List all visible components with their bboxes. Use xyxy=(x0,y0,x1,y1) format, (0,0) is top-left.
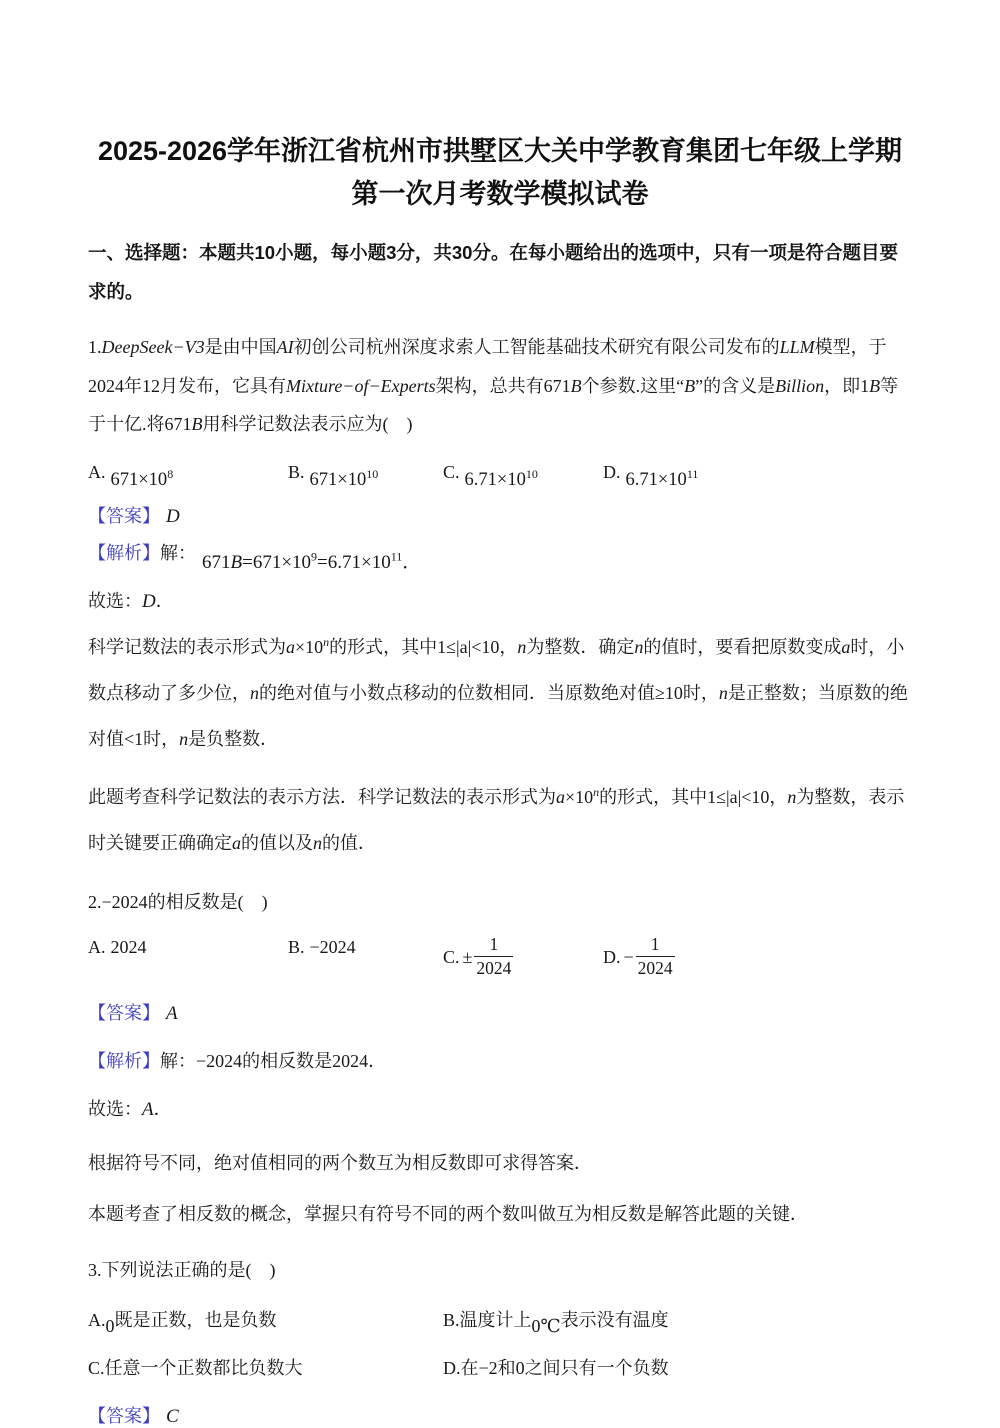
option-value: $6.71\times 10^{10}$ xyxy=(464,467,538,491)
question-3-stem: 3.下列说法正确的是( ) xyxy=(88,1260,276,1281)
question-1-option-c xyxy=(443,460,603,491)
question-3-option-a xyxy=(88,1306,443,1337)
option-letter: B. xyxy=(443,1310,460,1331)
question-2-options-row xyxy=(88,934,912,980)
page-title-line-1: 2025-2026学年浙江省杭州市拱墅区大关中学教育集团七年级上学期 xyxy=(97,136,903,166)
option-text-pre: 温度计上 xyxy=(459,1310,532,1331)
option-value: $671\times 10^8$ xyxy=(110,467,174,491)
option-text-post: 表示没有温度 xyxy=(560,1310,669,1331)
analysis-label: 【解析】 xyxy=(88,1050,160,1071)
question-3-answer-line xyxy=(88,1402,912,1428)
question-2-option-a xyxy=(88,937,288,958)
question-1-analysis-line xyxy=(88,538,912,574)
question-3-options-row-1 xyxy=(88,1306,912,1337)
question-2-answer-line xyxy=(88,999,912,1025)
fraction xyxy=(474,934,513,977)
option-letter: A. xyxy=(88,462,106,483)
option-letter: D. xyxy=(603,947,621,968)
option-value: $671\times 10^{10}$ xyxy=(309,467,379,491)
option-letter: B. xyxy=(288,937,305,958)
option-letter: A. xyxy=(88,937,106,958)
question-1-note-2: 此题考查科学记数法的表示方法．科学记数法的表示形式为$a\times 10^n$的形式，其中1≤|a|<10，n为整数，表示时关键要正确确定a的值以及n的值． xyxy=(88,784,905,853)
solution-prefix: 解： xyxy=(160,543,196,564)
option-text-pre: 任意一个正数都比负数大 xyxy=(104,1358,303,1379)
option-text-pre: 在−2和0之间只有一个负数 xyxy=(460,1358,669,1379)
option-text-post: 既是正数，也是负数 xyxy=(114,1310,277,1331)
question-2-option-d xyxy=(603,934,675,980)
option-letter: C. xyxy=(88,1358,105,1379)
question-2-conclusion: 故选：A． xyxy=(88,1098,172,1120)
section-heading: 一、选择题：本题共10小题，每小题3分，共30分。在每小题给出的选项中，只有一项是符合题目要求的。 xyxy=(88,242,898,303)
question-1-formula: $671B=671\times 10^9=6.71\times 10^{11}$． xyxy=(202,549,422,574)
option-letter: C. xyxy=(443,947,460,968)
plus-minus-sign: ± xyxy=(462,947,473,968)
page-title xyxy=(88,130,912,216)
question-1-option-a xyxy=(88,460,288,491)
question-2-option-b xyxy=(288,937,443,958)
question-1-conclusion: 故选：D． xyxy=(88,591,174,613)
question-1-options-row xyxy=(88,460,912,491)
fraction-numerator: 1 xyxy=(474,934,513,956)
option-letter: D. xyxy=(443,1358,461,1379)
option-letter: B. xyxy=(288,462,305,483)
answer-value: C xyxy=(166,1406,179,1428)
option-letter: C. xyxy=(443,462,460,483)
question-1-note-1: 科学记数法的表示形式为$a\times 10^n$的形式，其中1≤|a|<10，n为整数．确定n的值时，要看把原数变成a时，小数点移动了多少位，n的绝对值与小数点移动的位数相同．当原数绝对值≥10时，n是正整数；当原数的绝对值<1时，n是负整数． xyxy=(88,635,908,750)
page-title-line-2: 第一次月考数学模拟试卷 xyxy=(351,179,649,210)
answer-label: 【答案】 xyxy=(88,1406,160,1427)
question-1-option-d xyxy=(603,460,699,491)
answer-label: 【答案】 xyxy=(88,1002,160,1023)
question-1-stem: 1.DeepSeek−V3是由中国AI初创公司杭州深度求索人工智能基础技术研究有限公司发布的LLM模型，于2024年12月发布，它具有Mixture−of−Experts架构，总共有671B个参数.这里“B”的含义是Billion，即1B等于十亿.将671B用科学记数法表示应为( ) xyxy=(88,337,899,435)
option-value: $6.71\times 10^{11}$ xyxy=(625,467,699,491)
option-value: −2024 xyxy=(309,937,356,958)
question-2-option-c xyxy=(443,934,603,980)
question-2-analysis-text: 解：−2024的相反数是2024． xyxy=(160,1050,387,1071)
question-3-option-b xyxy=(443,1306,669,1337)
question-3-option-d xyxy=(443,1354,669,1380)
fraction-denominator: 2024 xyxy=(476,957,512,978)
analysis-label: 【解析】 xyxy=(88,543,160,564)
question-2-stem: 2.−2024的相反数是( ) xyxy=(88,891,268,912)
question-1-answer-line xyxy=(88,502,912,528)
option-letter: D. xyxy=(603,462,621,483)
question-3-option-c xyxy=(88,1354,443,1380)
answer-label: 【答案】 xyxy=(88,506,160,527)
question-2-analysis-line xyxy=(88,1047,912,1073)
minus-sign: − xyxy=(623,947,634,968)
option-letter: A. xyxy=(88,1310,106,1331)
fraction-numerator: 1 xyxy=(636,934,675,956)
question-2-note-2: 本题考查了相反数的概念，掌握只有符号不同的两个数叫做互为相反数是解答此题的关键． xyxy=(88,1204,808,1225)
fraction-denominator: 2024 xyxy=(637,957,673,978)
option-math: 0 xyxy=(105,1316,115,1337)
question-3-options-row-2 xyxy=(88,1354,912,1380)
option-value: 2024 xyxy=(110,937,147,958)
question-2-note-1: 根据符号不同，绝对值相同的两个数互为相反数即可求得答案． xyxy=(88,1152,592,1173)
question-1-option-b xyxy=(288,460,443,491)
option-math: 0℃ xyxy=(531,1316,561,1337)
answer-value: A xyxy=(166,1002,178,1024)
answer-value: D xyxy=(166,506,180,528)
fraction xyxy=(636,934,675,977)
